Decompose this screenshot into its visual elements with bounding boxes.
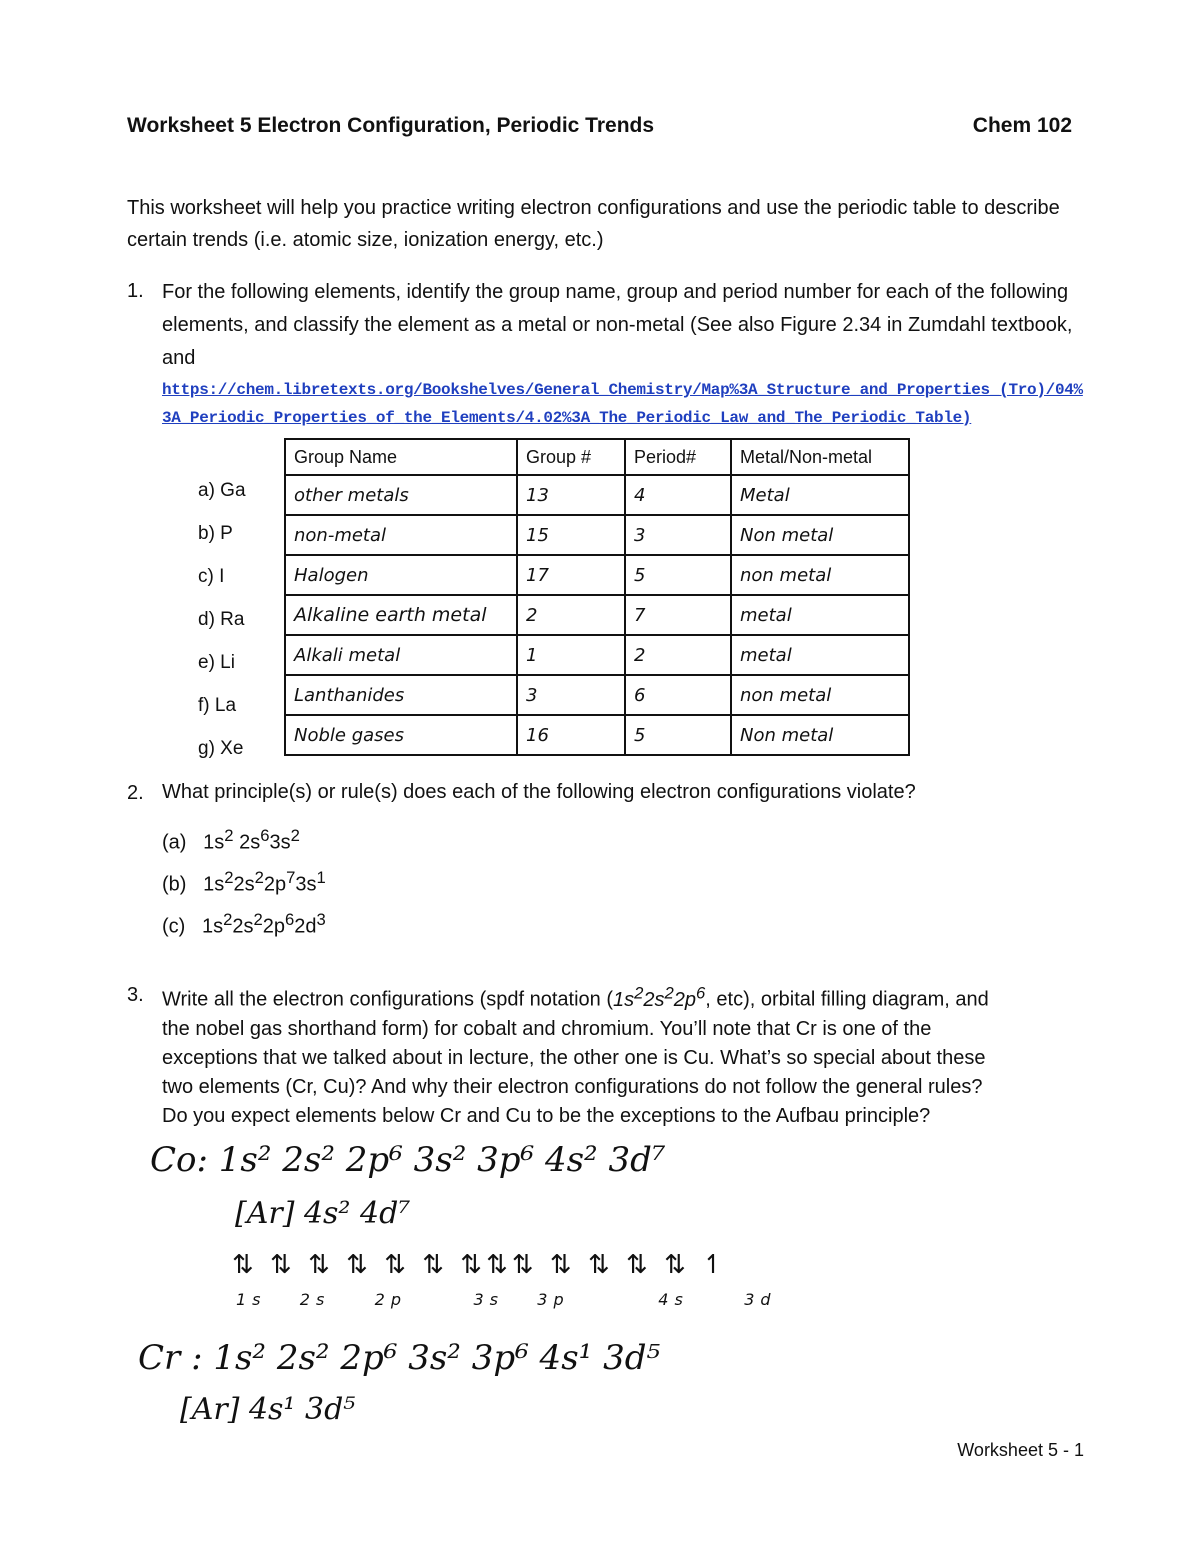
course-name: Chem 102 bbox=[972, 114, 1072, 137]
header-period: Period# bbox=[625, 439, 731, 475]
table-header-row bbox=[285, 439, 909, 475]
cell-period: 6 bbox=[625, 675, 731, 715]
config-a-label: (a) bbox=[162, 831, 187, 854]
cell-group-number: 3 bbox=[517, 675, 625, 715]
cell-group-name: other metals bbox=[285, 475, 517, 515]
cell-period: 5 bbox=[625, 555, 731, 595]
cell-group-name: Alkali metal bbox=[285, 635, 517, 675]
q3-line5: Do you expect elements below Cr and Cu to be the exceptions to the Aufbau principle? bbox=[162, 1104, 931, 1127]
config-b-label: (b) bbox=[162, 873, 187, 896]
row-label: d) Ra bbox=[198, 609, 245, 630]
cell-metal-type: metal bbox=[731, 595, 909, 635]
co-noble-gas: [Ar] 4s² 4d⁷ bbox=[235, 1196, 411, 1231]
config-c: (c) $1s^22s^22p^62d^3$ bbox=[162, 910, 326, 938]
cell-metal-type: non metal bbox=[731, 555, 909, 595]
co-orbital-labels: 1s 2s 2p 3s 3p 4s 3d bbox=[236, 1290, 777, 1309]
q3-number: 3. bbox=[127, 984, 144, 1006]
page-footer: Worksheet 5 - 1 bbox=[957, 1440, 1084, 1460]
cell-period: 4 bbox=[625, 475, 731, 515]
q3-line1b: , etc), orbital filling diagram, and bbox=[705, 988, 989, 1011]
table-row bbox=[285, 715, 909, 755]
q3-line2: the nobel gas shorthand form) for cobalt and chromium. You’ll note that Cr is one of the bbox=[162, 1017, 932, 1040]
q1-number: 1. bbox=[127, 280, 144, 302]
cell-group-number: 15 bbox=[517, 515, 625, 555]
co-configuration: Co: 1s² 2s² 2p⁶ 3s² 3p⁶ 4s² 3d⁷ bbox=[150, 1140, 666, 1180]
worksheet-title: Worksheet 5 Electron Configuration, Periodic Trends bbox=[127, 114, 655, 137]
cell-metal-type: Non metal bbox=[731, 715, 909, 755]
table-row bbox=[285, 675, 909, 715]
row-label: e) Li bbox=[198, 652, 235, 673]
config-a: (a) $1s^2$ $2s^63s^2$ bbox=[162, 826, 300, 854]
row-label: c) I bbox=[198, 566, 225, 587]
q3-text: Write all the electron configurations (spdf notation ($1s^22s^22p^6$, etc), orbital filling diagram, and the nobel gas shorthand form) for cobalt and chromium. You’ll note that Cr is one of the exceptions that we talked about in lecture, the other one is Cu. What’s so special about these two elements (Cr, Cu)? And why their electron configurations do not follow the general rules? Do you expect elements below Cr and Cu to be the exceptions to the Aufbau principle? bbox=[162, 983, 989, 1127]
config-b: (b) $1s^22s^22p^73s^1$ bbox=[162, 868, 326, 896]
cell-period: 2 bbox=[625, 635, 731, 675]
q2-number: 2. bbox=[127, 782, 144, 804]
intro-paragraph: This worksheet will help you practice writing electron configurations and use the periodic table to describe certain trends (i.e. atomic size, ionization energy, etc.) bbox=[127, 197, 1060, 251]
q2-text: What principle(s) or rule(s) does each of the following electron configurations violate? bbox=[162, 781, 916, 803]
row-label: a) Ga bbox=[198, 480, 246, 501]
table-row bbox=[285, 555, 909, 595]
row-label: g) Xe bbox=[198, 738, 244, 759]
table-row bbox=[285, 475, 909, 515]
cell-group-name: Alkaline earth metal bbox=[285, 595, 517, 635]
q1-text: For the following elements, identify the group name, group and period number for each of the following elements, and classify the element as a metal or non-metal (See also Figure 2.34 in Zumdahl textbook, and bbox=[162, 281, 1073, 369]
q3-line3: exceptions that we talked about in lecture, the other one is Cu. What’s so special about these bbox=[162, 1046, 986, 1069]
element-table bbox=[284, 438, 910, 756]
cr-configuration: Cr : 1s² 2s² 2p⁶ 3s² 3p⁶ 4s¹ 3d⁵ bbox=[138, 1338, 661, 1378]
cell-period: 3 bbox=[625, 515, 731, 555]
cell-group-name: Noble gases bbox=[285, 715, 517, 755]
header-group-name: Group Name bbox=[285, 439, 517, 475]
libretexts-link[interactable]: https://chem.libretexts.org/Bookshelves/General_Chemistry/Map%3A_Structure_and_Properties_(Tro)/04%3A_Periodic_Properties_of_the_Elements/4.02%3A_The_Periodic_Law_and_The_Periodic_Table) bbox=[162, 381, 1083, 427]
table-row bbox=[285, 515, 909, 555]
co-orbital-diagram: ⇅ ⇅ ⇅ ⇅ ⇅ ⇅ ⇅⇅⇅ ⇅ ⇅ ⇅ ⇅ ↿ bbox=[232, 1250, 728, 1280]
cell-group-number: 13 bbox=[517, 475, 625, 515]
cell-metal-type: metal bbox=[731, 635, 909, 675]
config-c-label: (c) bbox=[162, 915, 186, 938]
cr-noble-gas: [Ar] 4s¹ 3d⁵ bbox=[180, 1392, 356, 1427]
table-row bbox=[285, 595, 909, 635]
table-row bbox=[285, 635, 909, 675]
cell-group-number: 2 bbox=[517, 595, 625, 635]
cell-metal-type: Metal bbox=[731, 475, 909, 515]
cell-group-name: Lanthanides bbox=[285, 675, 517, 715]
row-label: b) P bbox=[198, 523, 233, 544]
cell-group-name: Halogen bbox=[285, 555, 517, 595]
cell-period: 5 bbox=[625, 715, 731, 755]
cell-group-name: non-metal bbox=[285, 515, 517, 555]
cell-period: 7 bbox=[625, 595, 731, 635]
q3-line1a: Write all the electron configurations (spdf notation ( bbox=[162, 988, 613, 1011]
cell-group-number: 1 bbox=[517, 635, 625, 675]
row-label: f) La bbox=[198, 695, 237, 716]
header-metal-type: Metal/Non-metal bbox=[731, 439, 909, 475]
cell-metal-type: non metal bbox=[731, 675, 909, 715]
header-group-number: Group # bbox=[517, 439, 625, 475]
cell-group-number: 16 bbox=[517, 715, 625, 755]
cell-metal-type: Non metal bbox=[731, 515, 909, 555]
q3-line4: two elements (Cr, Cu)? And why their electron configurations do not follow the general rules? bbox=[162, 1075, 983, 1098]
cell-group-number: 17 bbox=[517, 555, 625, 595]
